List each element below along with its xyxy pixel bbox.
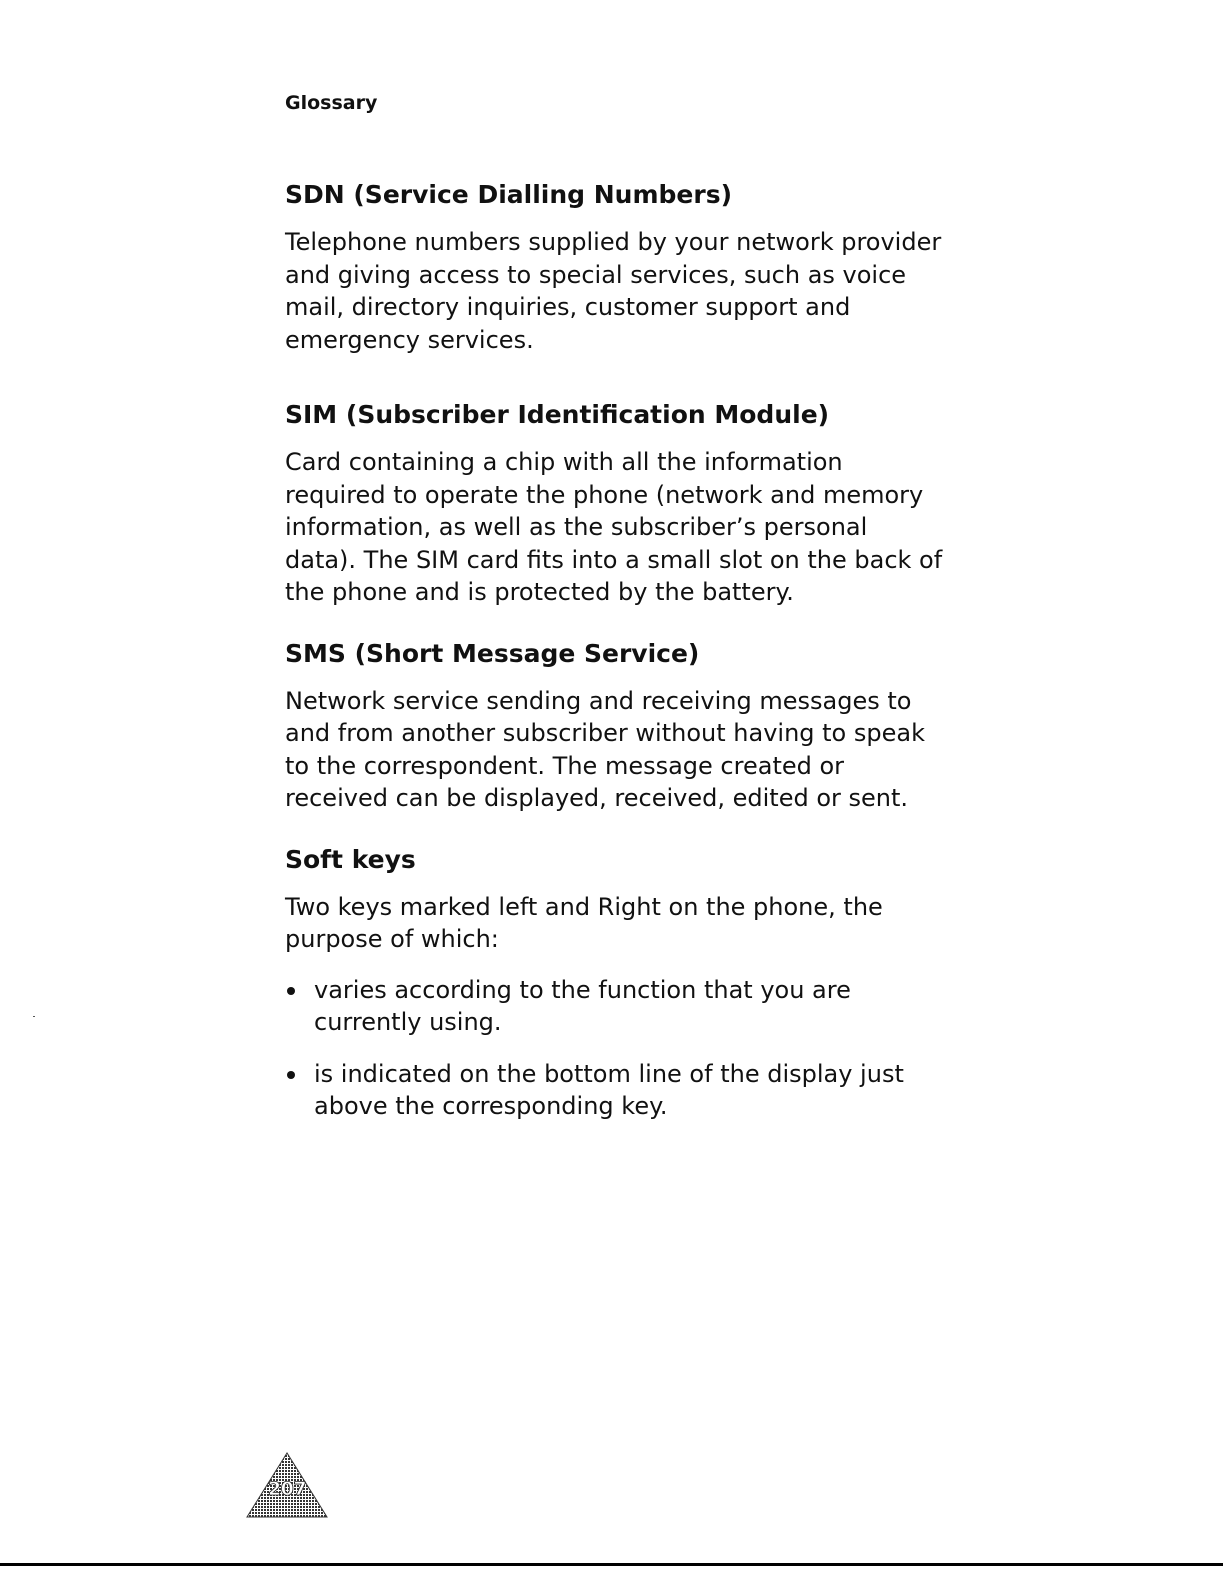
running-head: Glossary <box>285 92 378 114</box>
glossary-entry-sms <box>285 635 945 815</box>
entry-term: SMS (Short Message Service) <box>285 638 700 668</box>
entry-term: SIM (Subscriber Identification Module) <box>285 400 830 429</box>
page-number-marker <box>246 1452 328 1518</box>
entry-term: SDN (Service Dialling Numbers) <box>285 180 732 209</box>
entry-definition: Card containing a chip with all the information required to operate the phone (network and memory information, as well as the subscriber’s personal data). The SIM card fits into a small slot on the back of the phone and is protected by the battery. <box>285 448 943 606</box>
bullet-item <box>285 974 945 1039</box>
bullet-dot-icon <box>287 1071 295 1079</box>
bullet-text: is indicated on the bottom line of the display just above the corresponding key. <box>314 1059 904 1120</box>
glossary-content <box>285 176 945 1149</box>
glossary-entry-sdn <box>285 176 945 356</box>
bottom-rule <box>0 1563 1223 1566</box>
bullet-item <box>285 1058 945 1123</box>
bullet-dot-icon <box>287 987 295 995</box>
bullet-list <box>285 974 945 1123</box>
scan-speck <box>33 1016 35 1017</box>
glossary-entry-sim <box>285 396 945 609</box>
bullet-text: varies according to the function that you are currently using. <box>314 975 851 1036</box>
entry-definition: Telephone numbers supplied by your network provider and giving access to special services, such as voice mail, directory inquiries, customer support and emergency services. <box>285 228 942 354</box>
glossary-entry-soft-keys <box>285 841 945 1123</box>
entry-definition: Two keys marked left and Right on the phone, the purpose of which: <box>285 892 883 953</box>
entry-definition: Network service sending and receiving messages to and from another subscriber without having to speak to the correspondent. The message created or received can be displayed, received, edited or sent. <box>285 686 925 812</box>
entry-term: Soft keys <box>285 844 416 874</box>
page-number: 207 <box>267 1478 307 1500</box>
